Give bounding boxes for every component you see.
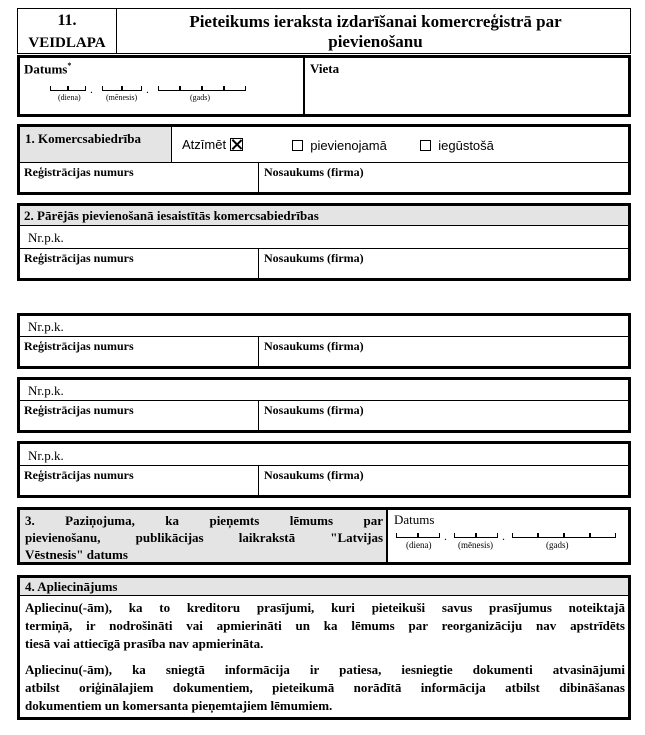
checkbox-icon[interactable] [292, 140, 303, 151]
date-label: Datums* [24, 61, 72, 77]
reg-number-label: Reģistrācijas numurs [24, 468, 134, 482]
reg-number-label: Reģistrācijas numurs [24, 165, 134, 179]
year-caption: (gads) [190, 93, 210, 102]
reg-number-label: Reģistrācijas numurs [24, 251, 134, 265]
month-caption: (mēnesis) [106, 93, 138, 102]
company-name-label: Nosaukums (firma) [264, 403, 364, 417]
day-caption: (diena) [406, 540, 432, 550]
form-number: 11. [57, 12, 77, 29]
date-place-box [17, 55, 631, 117]
section-3-box [17, 507, 631, 565]
publication-date-input[interactable]: . . (diena) (mēnesis) (gads) [396, 533, 626, 557]
reg-number-label: Reģistrācijas numurs [24, 339, 134, 353]
date-input[interactable]: . . (diena) (mēnesis) (gads) [50, 86, 270, 108]
nrpk-label: Nr.p.k. [28, 230, 64, 245]
nrpk-label: Nr.p.k. [28, 383, 64, 398]
company-entry-box [17, 313, 631, 369]
nrpk-label: Nr.p.k. [28, 319, 64, 334]
checkbox-icon[interactable] [420, 140, 431, 151]
company-entry-box [17, 377, 631, 433]
form-title: Pieteikums ieraksta izdarīšanai komercreģistrā par pievienošanu [189, 12, 562, 51]
form-header [17, 8, 631, 54]
place-label: Vieta [310, 61, 340, 76]
section-4-box [17, 575, 631, 720]
place-input[interactable] [306, 80, 628, 114]
checked-box-icon [230, 138, 243, 151]
company-name-label: Nosaukums (firma) [264, 468, 364, 482]
company-entry-box [17, 441, 631, 498]
option-pievienojama[interactable]: pievienojamā [292, 138, 387, 153]
month-caption: (mēnesis) [458, 540, 493, 550]
option-iegustosa[interactable]: iegūstošā [420, 138, 494, 153]
section-2-title: 2. Pārējās pievienošanā iesaistītās komercsabiedrības [24, 208, 319, 223]
day-caption: (diena) [58, 93, 81, 102]
section-3-title: 3. Paziņojuma, ka pieņemts lēmums par pievienošanu, publikācijas laikrakstā "Latvijas Vēstnesis" datums [25, 513, 383, 562]
mark-instruction: Atzīmēt [182, 137, 243, 152]
form-label: VEIDLAPA [28, 35, 106, 51]
year-caption: (gads) [546, 540, 569, 550]
publication-date-label: Datums [394, 512, 435, 527]
company-name-label: Nosaukums (firma) [264, 251, 364, 265]
section-1-title: 1. Komercsabiedrība [25, 131, 142, 146]
section-1-box [17, 124, 631, 195]
reg-number-label: Reģistrācijas numurs [24, 403, 134, 417]
declaration-paragraph-2: Apliecinu(-ām), ka sniegtā informācija ir patiesa, iesniegtie dokumenti atvasinājumi atbilst oriģinālajiem dokumentiem, pieteikumā norādītā informācija atbilst dibināšanas dokumentiem un komersanta pieņemtajiem lēmumiem. [25, 662, 625, 713]
company-name-label: Nosaukums (firma) [264, 165, 364, 179]
section-2-box [17, 203, 631, 281]
company-name-label: Nosaukums (firma) [264, 339, 364, 353]
section-4-title: 4. Apliecinājums [25, 579, 118, 594]
nrpk-label: Nr.p.k. [28, 448, 64, 463]
declaration-paragraph-1: Apliecinu(-ām), ka to kreditoru prasījumi, kuri pieteikuši savus prasījumus noteiktajā termiņā, ir nodrošināti vai apmierināti un ka lēmums par reorganizāciju nav apstrīdēts tiesā vai attiecīgā prasība nav apmierināta. [25, 600, 625, 651]
